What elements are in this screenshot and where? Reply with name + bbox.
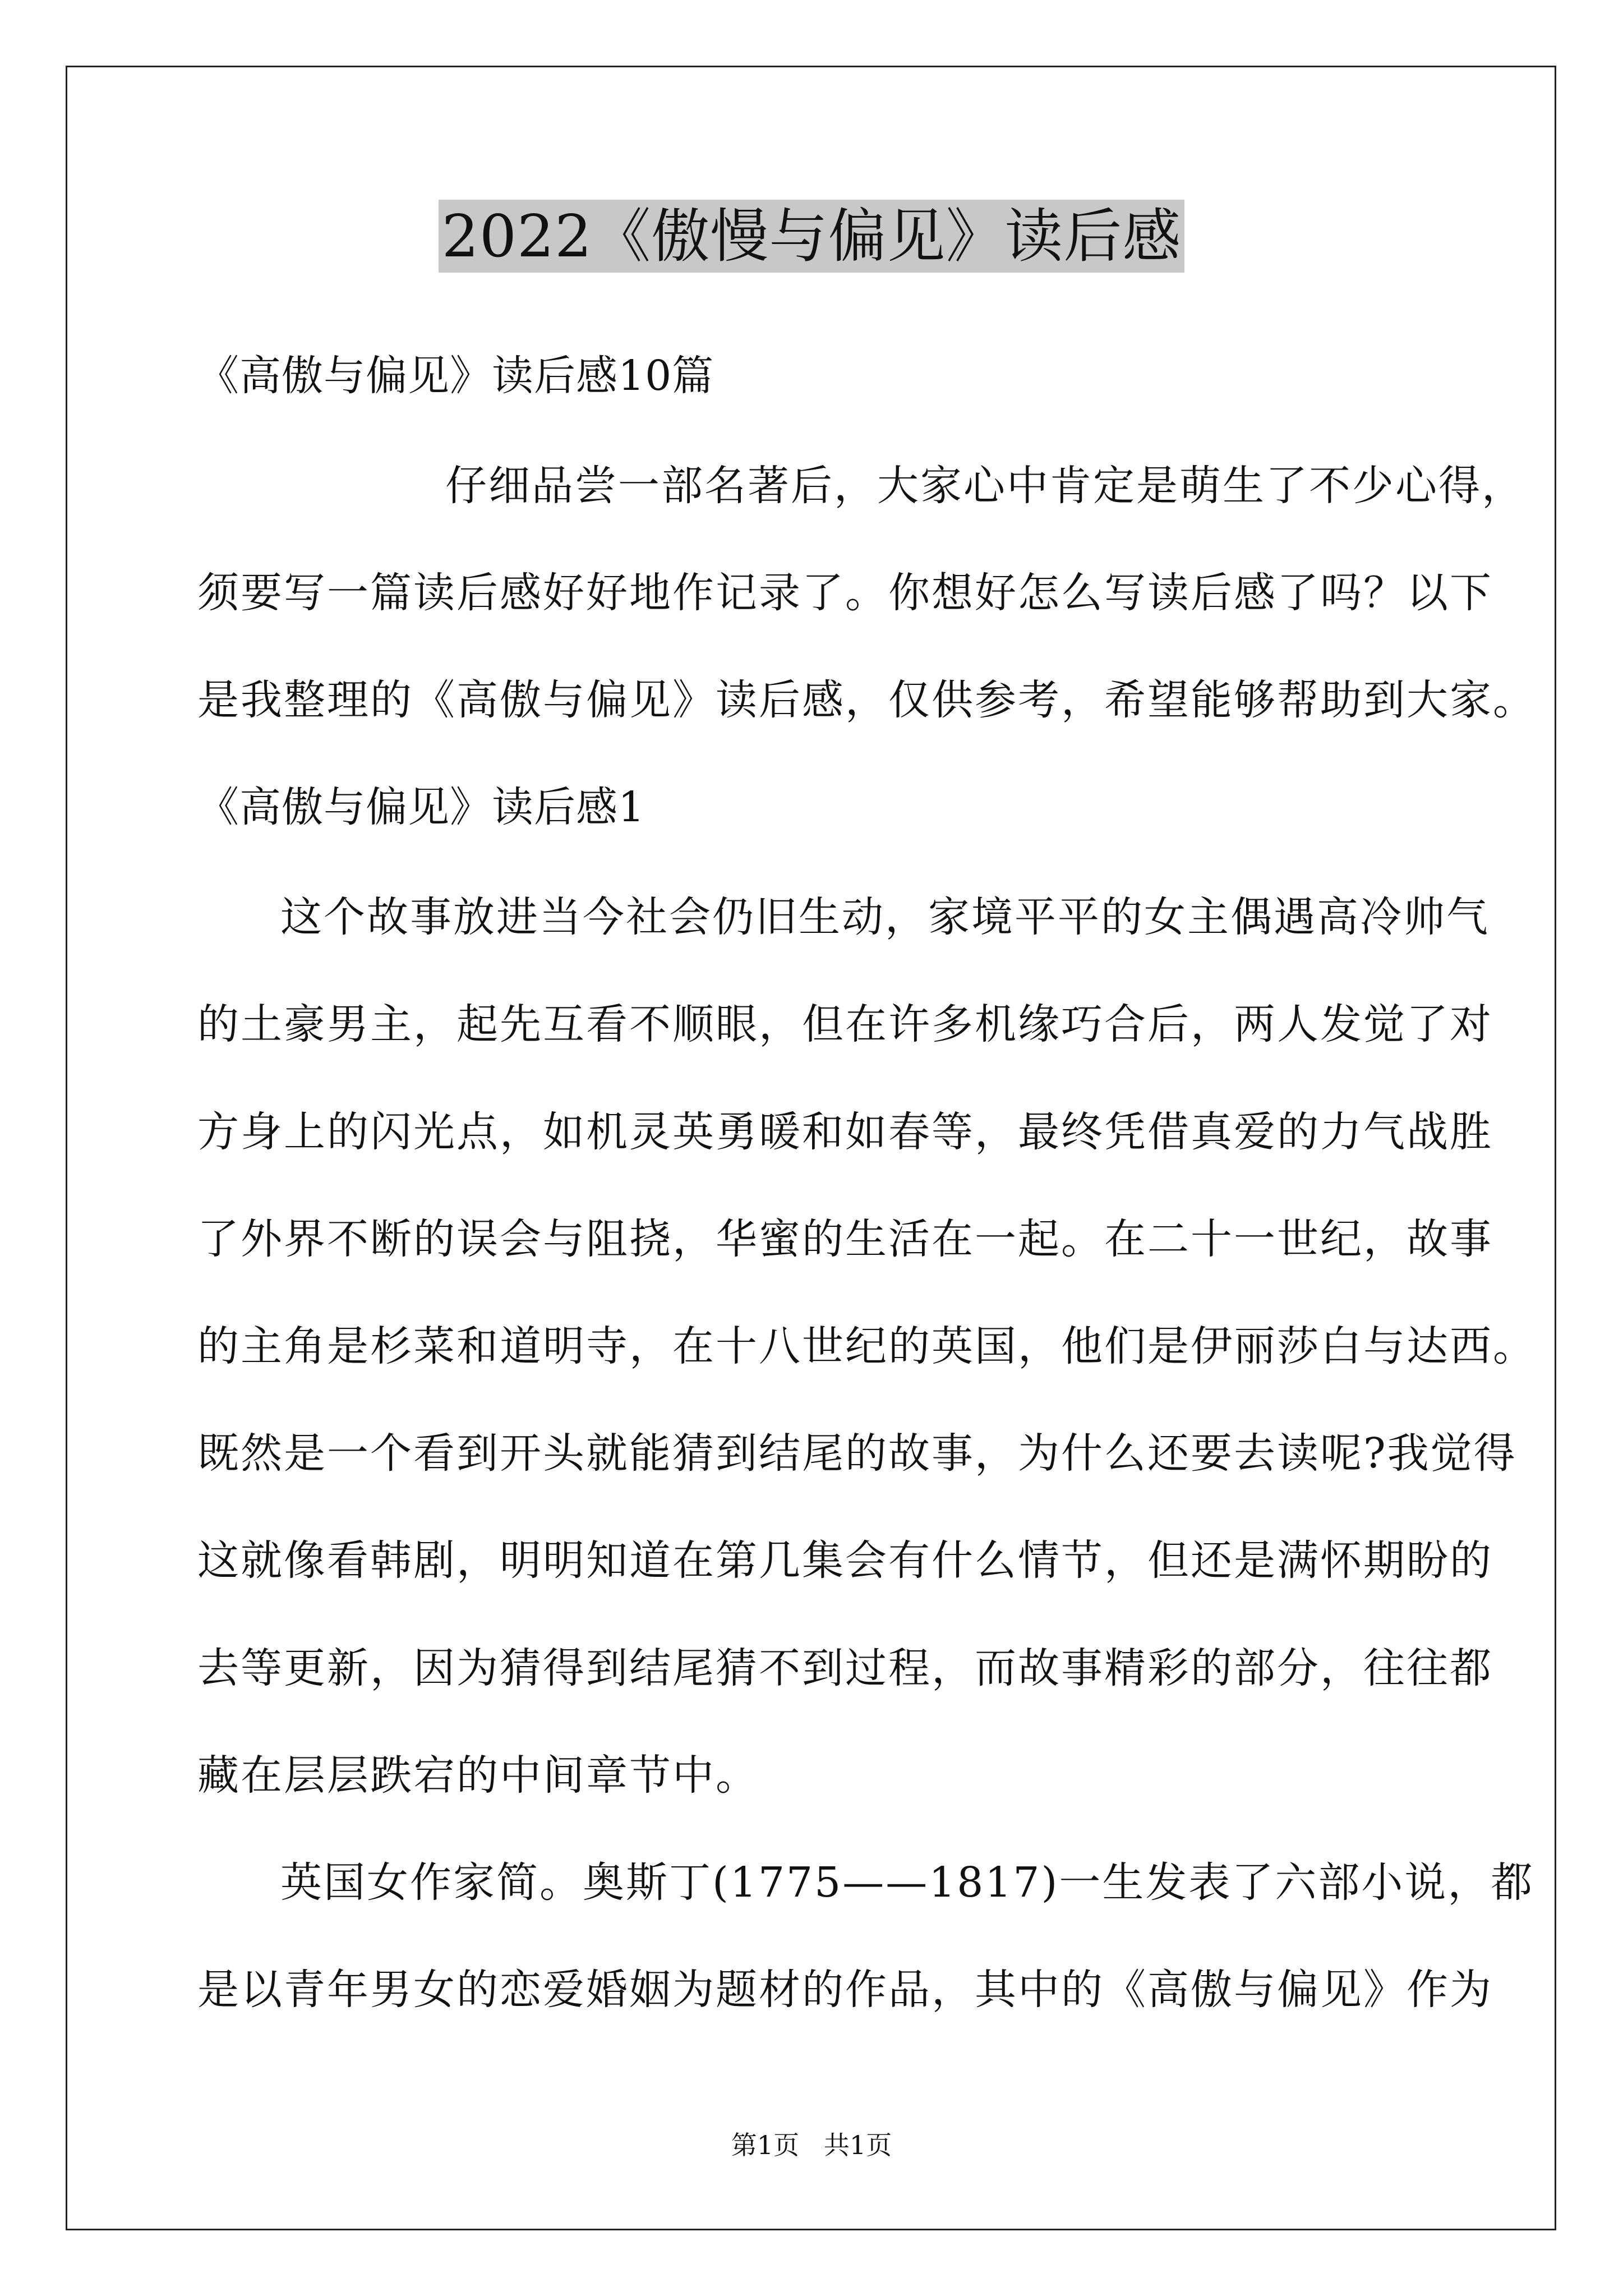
paragraph-line: 这个故事放进当今社会仍旧生动，家境平平的女主偶遇高冷帅气 bbox=[280, 893, 1490, 941]
paragraph-line: 藏在层层跌宕的中间章节中。 bbox=[197, 1751, 759, 1800]
document-title: 2022《傲慢与偏见》读后感 bbox=[439, 200, 1185, 273]
paragraph-line: 这就像看韩剧，明明知道在第几集会有什么情节，但还是满怀期盼的 bbox=[197, 1536, 1493, 1585]
paragraph-line: 既然是一个看到开头就能猜到结尾的故事，为什么还要去读呢?我觉得 bbox=[197, 1429, 1517, 1478]
subtitle: 《高傲与偏见》读后感10篇 bbox=[197, 352, 714, 400]
intro-line: 是我整理的《高傲与偏见》读后感，仅供参考，希望能够帮助到大家。 bbox=[197, 676, 1536, 724]
intro-line: 须要写一篇读后感好好地作记录了。你想好怎么写读后感了吗？以下 bbox=[197, 569, 1493, 617]
title-container bbox=[0, 200, 1623, 273]
paragraph-line: 的土豪男主，起先互看不顺眼，但在许多机缘巧合后，两人发觉了对 bbox=[197, 1000, 1493, 1048]
intro-line: 仔细品尝一部名著后，大家心中肯定是萌生了不少心得， bbox=[445, 462, 1525, 510]
paragraph-line: 英国女作家简。奥斯丁(1775——1817)一生发表了六部小说，都 bbox=[280, 1858, 1534, 1907]
page-footer: 第1页 共1页 bbox=[731, 2130, 892, 2160]
paragraph-line: 方身上的闪光点，如机灵英勇暖和如春等，最终凭借真爱的力气战胜 bbox=[197, 1108, 1493, 1156]
paragraph-line: 的主角是杉菜和道明寺，在十八世纪的英国，他们是伊丽莎白与达西。 bbox=[197, 1322, 1536, 1370]
paragraph-line: 去等更新，因为猜得到结尾猜不到过程，而故事精彩的部分，往往都 bbox=[197, 1644, 1493, 1692]
paragraph-line: 是以青年男女的恋爱婚姻为题材的作品，其中的《高傲与偏见》作为 bbox=[197, 1966, 1493, 2014]
section-heading: 《高傲与偏见》读后感1 bbox=[197, 783, 645, 831]
paragraph-line: 了外界不断的误会与阻挠，华蜜的生活在一起。在二十一世纪，故事 bbox=[197, 1215, 1493, 1263]
